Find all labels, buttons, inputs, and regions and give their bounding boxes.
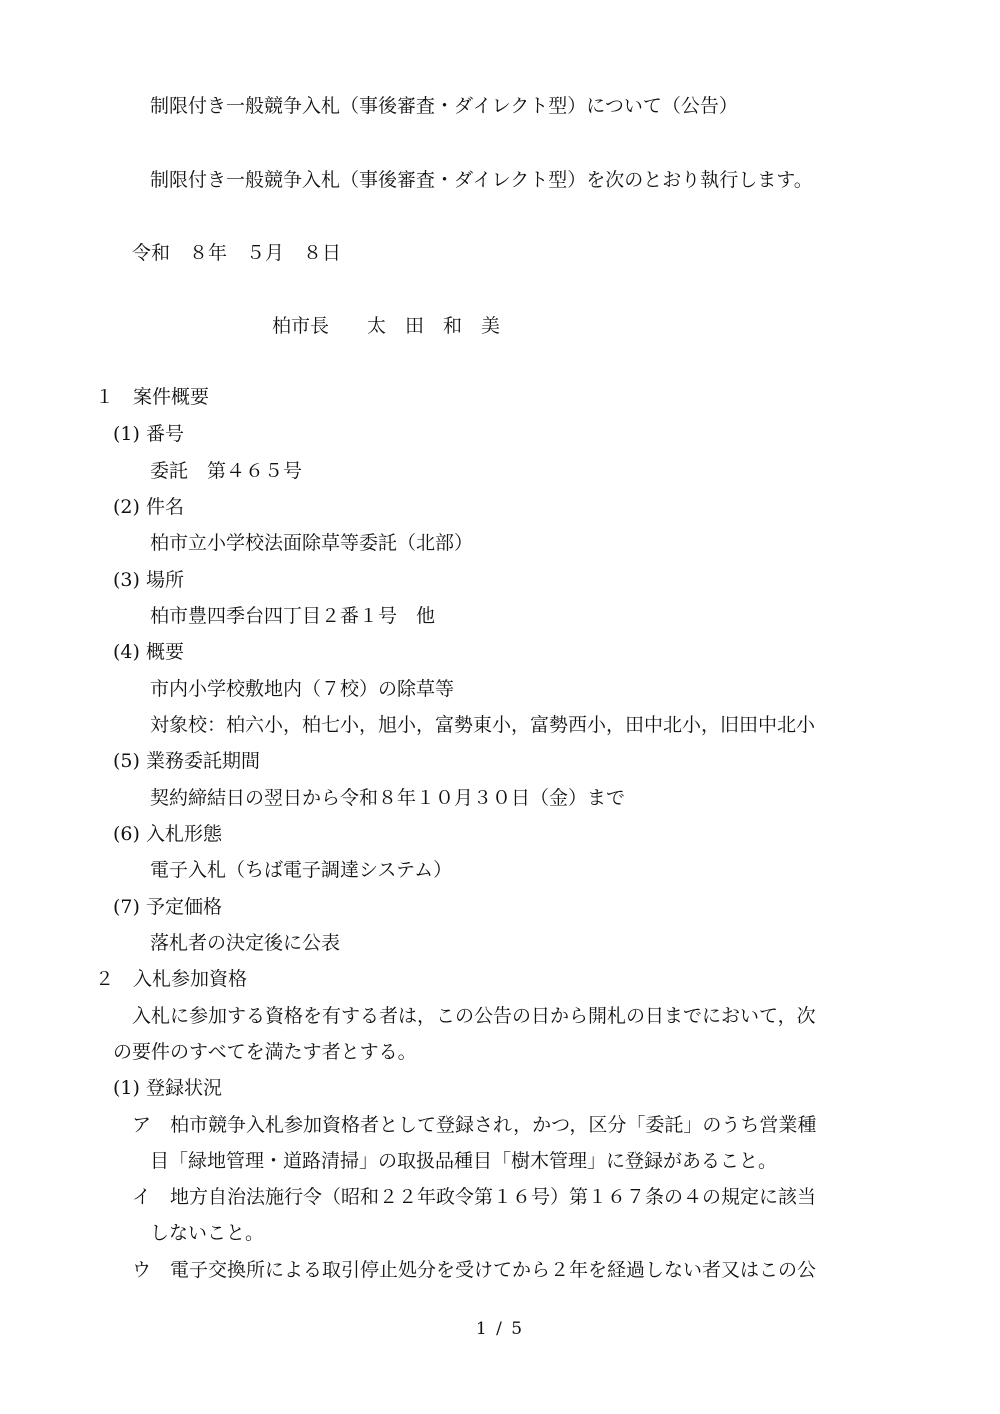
item-value-price: 落札者の決定後に公表 [150,932,341,954]
section-heading-overview: １ 案件概要 [95,386,210,408]
issue-date: 令和 ８年 ５月 ８日 [132,242,342,264]
qualification-paragraph-line1: 入札に参加する資格を有する者は，この公告の日から開札の日までにおいて，次 [132,1005,816,1027]
item-label-name: (2) 件名 [113,496,184,518]
clause-a-line1: ア 柏市競争入札参加資格者として登録され，かつ，区分「委託」のうち営業種 [132,1114,817,1136]
item-label-price: (7) 予定価格 [113,896,222,918]
item-label-number: (1) 番号 [113,423,184,445]
sub-heading-registration: (1) 登録状況 [113,1077,222,1099]
clause-u-line1: ウ 電子交換所による取引停止処分を受けてから２年を経過しない者又はこの公 [132,1259,817,1281]
page-number: 1 / 5 [475,1319,525,1339]
item-value-name: 柏市立小学校法面除草等委託（北部） [150,532,474,554]
clause-i-line1: イ 地方自治法施行令（昭和２２年政令第１６号）第１６７条の４の規定に該当 [132,1186,817,1208]
item-label-location: (3) 場所 [113,569,184,591]
clause-a-line2: 目「緑地管理・道路清掃」の取扱品種目「樹木管理」に登録があること。 [150,1150,778,1172]
item-label-period: (5) 業務委託期間 [113,750,260,772]
item-value-target-schools: 対象校：柏六小，柏七小，旭小，富勢東小，富勢西小，田中北小，旧田中北小 [150,714,816,736]
item-value-number: 委託 第４６５号 [150,460,303,482]
item-value-summary: 市内小学校敷地内（７校）の除草等 [150,678,455,700]
item-value-bid-type: 電子入札（ちば電子調達システム） [150,859,453,881]
item-value-location: 柏市豊四季台四丁目２番１号 他 [150,605,436,627]
intro-text: 制限付き一般競争入札（事後審査・ダイレクト型）を次のとおり執行します。 [150,169,813,191]
clause-i-line2: しないこと。 [150,1222,265,1244]
item-label-summary: (4) 概要 [113,641,184,663]
section-heading-qualification: ２ 入札参加資格 [95,968,248,990]
issuer-name: 柏市長 太 田 和 美 [272,315,501,337]
item-value-period: 契約締結日の翌日から令和８年１０月３０日（金）まで [150,787,626,809]
qualification-paragraph-line2: の要件のすべてを満たす者とする。 [113,1041,417,1063]
document-title: 制限付き一般競争入札（事後審査・ダイレクト型）について（公告） [150,95,738,117]
item-label-bid-type: (6) 入札形態 [113,823,222,845]
